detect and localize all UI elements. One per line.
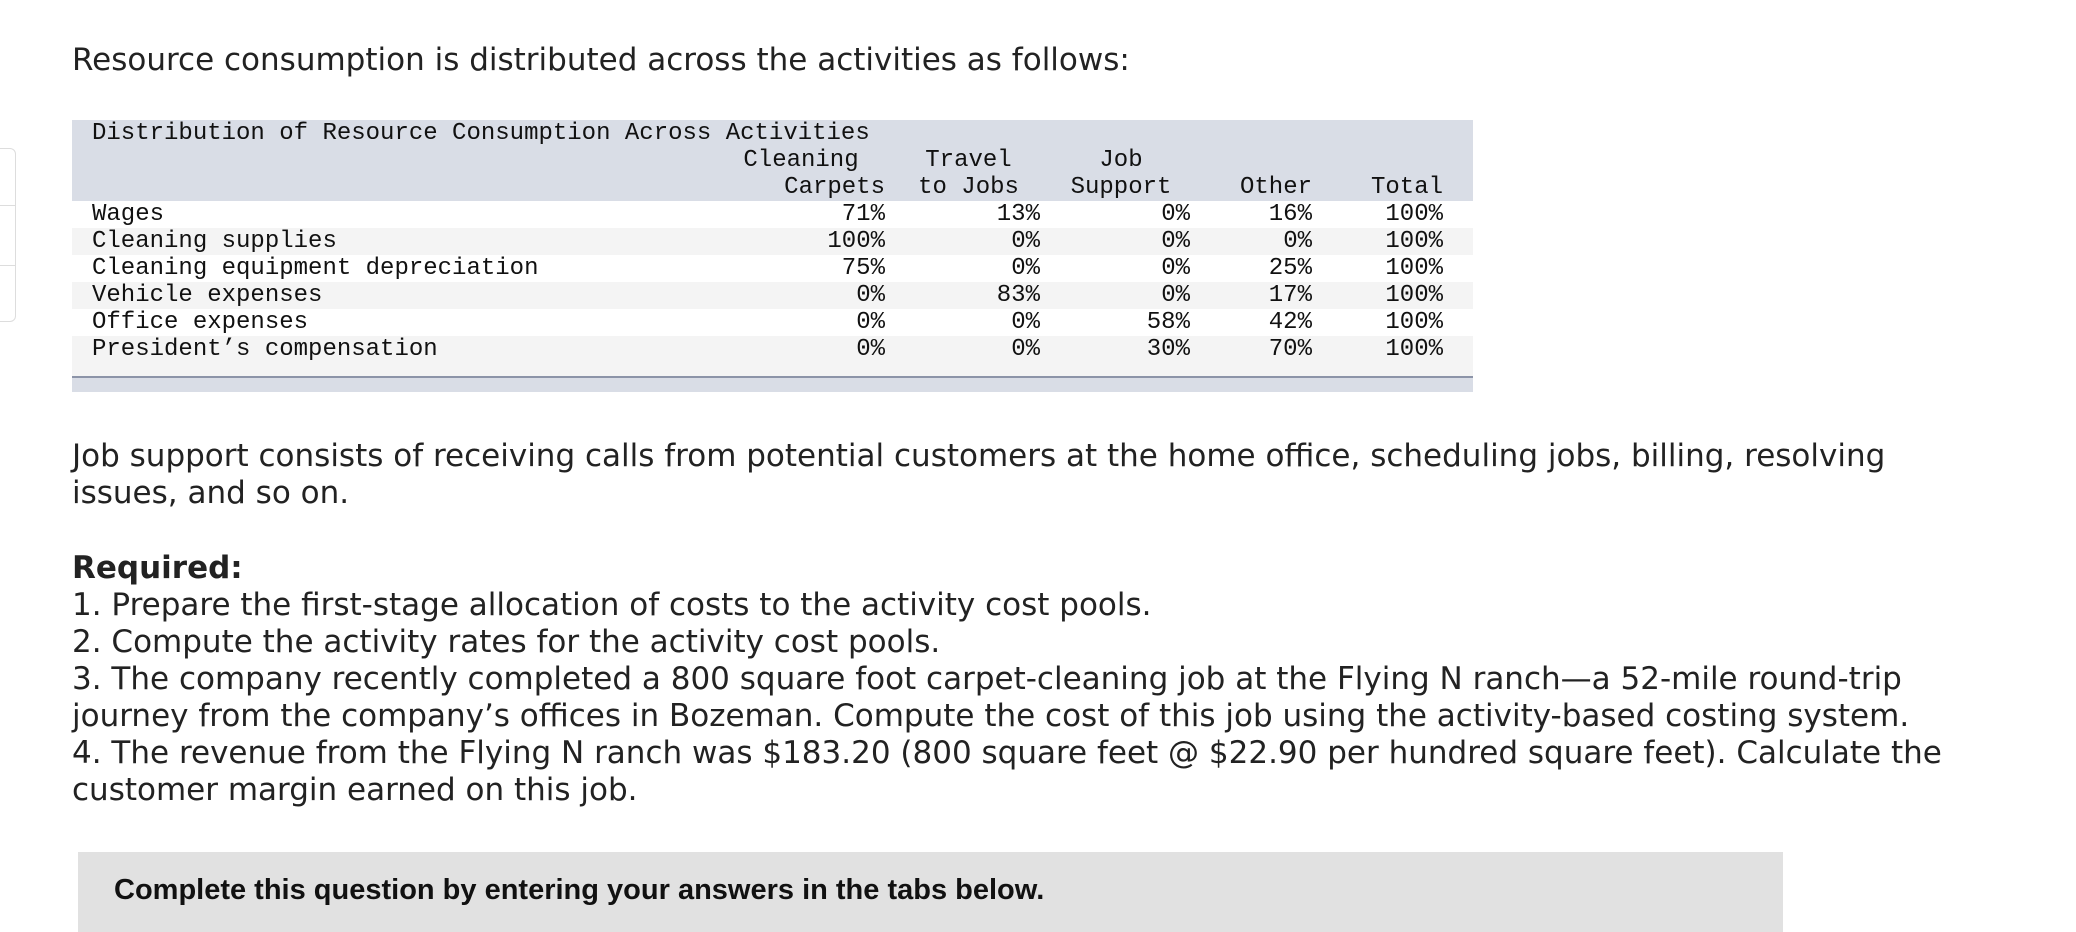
row-label: Cleaning equipment depreciation bbox=[92, 255, 539, 282]
table-row bbox=[72, 255, 1473, 282]
row-label: Vehicle expenses bbox=[92, 282, 323, 309]
cell-cleaning: 71% bbox=[841, 201, 885, 228]
table-title-row bbox=[72, 120, 1473, 147]
left-edge-panel bbox=[0, 148, 16, 322]
row-label: Cleaning supplies bbox=[92, 228, 337, 255]
intro-text: Resource consumption is distributed across the activities as follows: bbox=[72, 42, 1130, 78]
table-header-row-1 bbox=[72, 147, 1473, 174]
cell-total: 100% bbox=[1385, 255, 1444, 282]
cell-other: 17% bbox=[1268, 282, 1312, 309]
col-header-other-top bbox=[1222, 147, 1342, 174]
table-row bbox=[72, 309, 1473, 336]
cell-cleaning: 100% bbox=[827, 228, 885, 255]
table-row bbox=[72, 336, 1473, 363]
cell-cleaning: 0% bbox=[856, 336, 885, 363]
col-header-cleaning-top: Cleaning bbox=[743, 147, 859, 174]
cell-travel: 0% bbox=[1011, 228, 1040, 255]
required-item-3: 3. The company recently completed a 800 square foot carpet-cleaning job at the Flying N ranch—a 52-mile round-trip journey from the company’s offices in Bozeman. Compute the cost of this job using the activity-based costing system. bbox=[72, 661, 1910, 734]
cell-job-support: 0% bbox=[1161, 255, 1190, 282]
cell-total: 100% bbox=[1385, 201, 1444, 228]
cell-job-support: 0% bbox=[1161, 282, 1190, 309]
col-header-cleaning: Carpets bbox=[784, 174, 885, 201]
row-label: Office expenses bbox=[92, 309, 309, 336]
table-title: Distribution of Resource Consumption Across Activities bbox=[92, 120, 870, 147]
cell-cleaning: 0% bbox=[856, 282, 885, 309]
cell-travel: 0% bbox=[1011, 255, 1040, 282]
cell-other: 16% bbox=[1268, 201, 1312, 228]
cell-other: 42% bbox=[1268, 309, 1312, 336]
cell-travel: 83% bbox=[996, 282, 1040, 309]
col-header-travel: to Jobs bbox=[918, 174, 1019, 201]
cell-other: 70% bbox=[1268, 336, 1312, 363]
cell-travel: 13% bbox=[996, 201, 1040, 228]
cell-cleaning: 0% bbox=[856, 309, 885, 336]
col-header-job-top: Job bbox=[1099, 147, 1143, 174]
row-label: President’s compensation bbox=[92, 336, 438, 363]
cell-job-support: 30% bbox=[1146, 336, 1190, 363]
col-header-total: Total bbox=[1371, 174, 1444, 201]
table-header-row-2 bbox=[72, 174, 1473, 201]
cell-job-support: 0% bbox=[1161, 228, 1190, 255]
table-footer-bar bbox=[72, 376, 1473, 392]
cell-other: 25% bbox=[1268, 255, 1312, 282]
instruction-text: Complete this question by entering your answers in the tabs below. bbox=[114, 874, 1045, 906]
cell-travel: 0% bbox=[1011, 309, 1040, 336]
cell-total: 100% bbox=[1385, 336, 1444, 363]
distribution-table bbox=[72, 120, 1473, 390]
col-header-travel-top: Travel bbox=[925, 147, 1012, 174]
col-header-job-support: Support bbox=[1070, 174, 1172, 201]
required-heading: Required: bbox=[72, 550, 243, 586]
cell-travel: 0% bbox=[1011, 336, 1040, 363]
row-label: Wages bbox=[92, 201, 165, 228]
required-item-4: 4. The revenue from the Flying N ranch was $183.20 (800 square feet @ $22.90 per hundred square feet). Calculate the customer margin earned on this job. bbox=[72, 735, 1942, 808]
cell-other: 0% bbox=[1283, 228, 1312, 255]
table-row bbox=[72, 282, 1473, 309]
cell-total: 100% bbox=[1385, 309, 1444, 336]
cell-total: 100% bbox=[1385, 228, 1444, 255]
table-row bbox=[72, 228, 1473, 255]
col-header-other: Other bbox=[1239, 174, 1312, 201]
cell-cleaning: 75% bbox=[841, 255, 885, 282]
job-support-note: Job support consists of receiving calls from potential customers at the home office, scheduling jobs, billing, resolving issues, and so on. bbox=[72, 438, 1886, 511]
col-header-total-top bbox=[1342, 147, 1473, 174]
required-item-1: 1. Prepare the first-stage allocation of costs to the activity cost pools. bbox=[72, 587, 1152, 623]
cell-job-support: 0% bbox=[1161, 201, 1190, 228]
required-section bbox=[72, 550, 1972, 809]
cell-job-support: 58% bbox=[1146, 309, 1190, 336]
cell-total: 100% bbox=[1385, 282, 1444, 309]
table-row bbox=[72, 201, 1473, 228]
required-item-2: 2. Compute the activity rates for the activity cost pools. bbox=[72, 624, 941, 660]
instruction-banner bbox=[78, 852, 1783, 932]
